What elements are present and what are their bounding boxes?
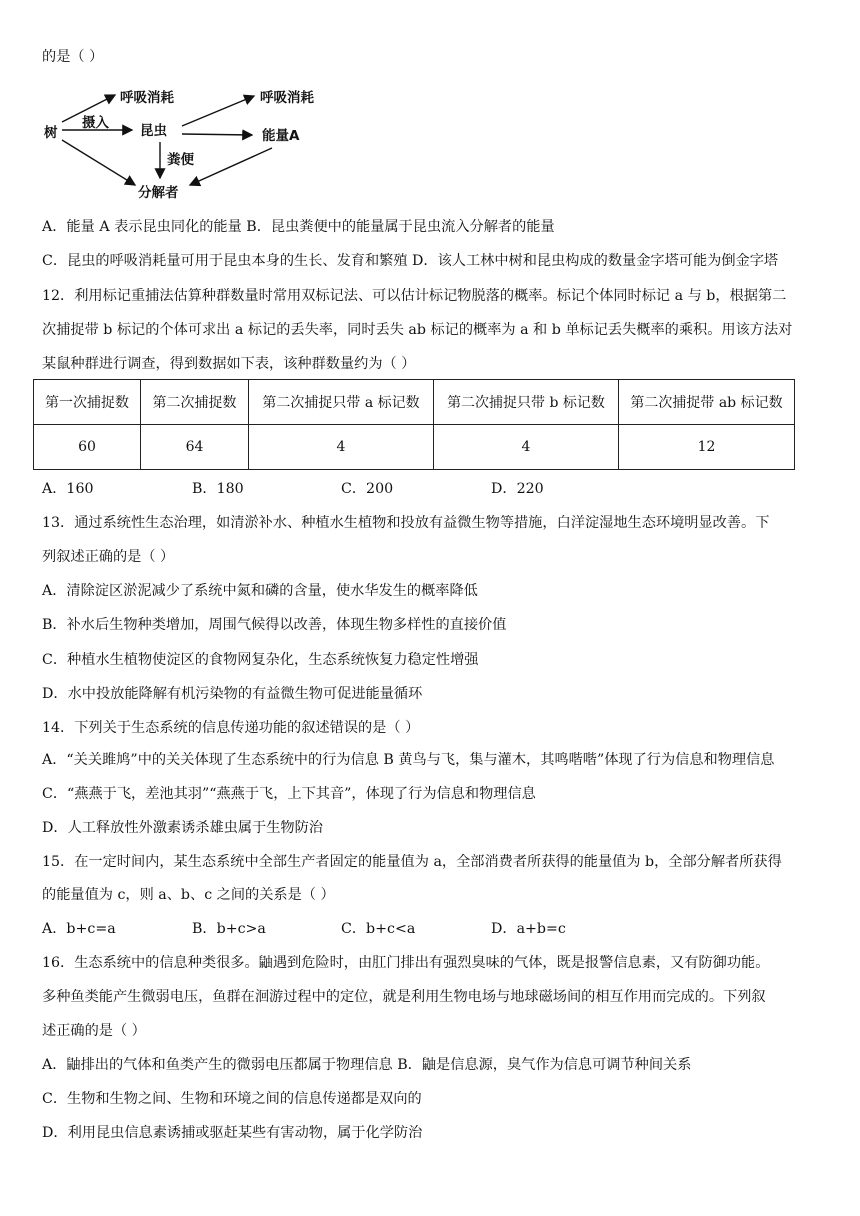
q16-stem-line1: 16．生态系统中的信息种类很多。鼬遇到危险时，由肛门排出有强烈臭味的气体，既是报警信息素，又有防御功能。 xyxy=(42,955,770,971)
q15-option-b: B．b+c>a xyxy=(192,921,266,937)
q12-stem-line3: 某鼠种群进行调查，得到数据如下表，该种群数量约为（ ） xyxy=(42,356,416,372)
table-cell: 60 xyxy=(34,425,141,470)
table-header-cell: 第二次捕捉数 xyxy=(141,380,249,425)
table-header-row xyxy=(34,380,795,425)
table-cell: 64 xyxy=(141,425,249,470)
q11-options-cd: C．昆虫的呼吸消耗量可用于昆虫本身的生长、发育和繁殖 D．该人工林中树和昆虫构成的数量金字塔可能为倒金字塔 xyxy=(42,253,779,269)
table-cell: 4 xyxy=(434,425,619,470)
node-insect: 昆虫 xyxy=(140,123,167,139)
q12-option-a: A．160 xyxy=(42,481,94,497)
q16-stem-line2: 多种鱼类能产生微弱电压，鱼群在洄游过程中的定位，就是利用生物电场与地球磁场间的相互作用而完成的。下列叙 xyxy=(42,989,766,1005)
arrow-insect-respiration xyxy=(182,96,254,126)
node-decomposer: 分解者 xyxy=(138,185,179,201)
q16-option-c: C．生物和生物之间、生物和环境之间的信息传递都是双向的 xyxy=(42,1091,422,1107)
q12-option-b: B．180 xyxy=(192,481,244,497)
q14-option-d: D．人工释放性外激素诱杀雄虫属于生物防治 xyxy=(42,820,323,836)
table-header-cell: 第二次捕捉只带 a 标记数 xyxy=(249,380,434,425)
q15-option-a: A．b+c=a xyxy=(42,921,116,937)
q14-options-ab: A．“关关雎鸠”中的关关体现了生态系统中的行为信息 B 黄鸟与飞，集与灌木，其鸣喈喈”体现了行为信息和物理信息 xyxy=(42,752,775,768)
q12-stem-line1: 12．利用标记重捕法估算种群数量时常用双标记法、可以估计标记物脱落的概率。标记个体同时标记 a 与 b，根据第二 xyxy=(42,288,787,304)
q11-options-ab: A．能量 A 表示昆虫同化的能量 B．昆虫粪便中的能量属于昆虫流入分解者的能量 xyxy=(42,219,555,235)
arrow-energy-decomposer xyxy=(190,148,272,185)
q15-stem-line2: 的能量值为 c，则 a、b、c 之间的关系是（ ） xyxy=(42,887,335,903)
table-cell: 12 xyxy=(619,425,795,470)
q13-option-b: B．补水后生物种类增加，周围气候得以改善，体现生物多样性的直接价值 xyxy=(42,617,507,633)
data-table xyxy=(33,379,795,470)
q14-stem: 14．下列关于生态系统的信息传递功能的叙述错误的是（ ） xyxy=(42,720,420,736)
table-header-cell: 第一次捕捉数 xyxy=(34,380,141,425)
table-header-cell: 第二次捕捉只带 b 标记数 xyxy=(434,380,619,425)
node-respiration-left: 呼吸消耗 xyxy=(120,90,174,106)
q13-stem-line2: 列叙述正确的是（ ） xyxy=(42,549,175,565)
q13-option-a: A．清除淀区淤泥减少了系统中氮和磷的含量，使水华发生的概率降低 xyxy=(42,583,478,599)
q15-option-c: C．b+c<a xyxy=(341,921,416,937)
arrow-insect-energy xyxy=(182,134,252,135)
q15-option-d: D．a+b=c xyxy=(491,921,566,937)
table-row xyxy=(34,425,795,470)
q12-stem-line2: 次捕捉带 b 标记的个体可求出 a 标记的丢失率，同时丢失 ab 标记的概率为 a 和 b 单标记丢失概率的乘积。用该方法对 xyxy=(42,322,793,338)
q12-option-c: C．200 xyxy=(341,481,394,497)
energy-flow-diagram xyxy=(40,82,340,204)
arrow-tree-decomposer xyxy=(62,140,135,185)
q14-option-c: C．“燕燕于飞，差池其羽”“燕燕于飞，上下其音”，体现了行为信息和物理信息 xyxy=(42,786,536,802)
q13-stem-line1: 13．通过系统性生态治理，如清淤补水、种植水生植物和投放有益微生物等措施，白洋淀湿地生态环境明显改善。下 xyxy=(42,515,770,531)
q13-option-c: C．种植水生植物使淀区的食物网复杂化，生态系统恢复力稳定性增强 xyxy=(42,652,479,668)
table-cell: 4 xyxy=(249,425,434,470)
node-tree: 树 xyxy=(44,125,58,141)
table-header-cell: 第二次捕捉带 ab 标记数 xyxy=(619,380,795,425)
label-feces: 粪便 xyxy=(167,152,194,168)
q15-stem-line1: 15．在一定时间内，某生态系统中全部生产者固定的能量值为 a，全部消费者所获得的能量值为 b，全部分解者所获得 xyxy=(42,854,782,870)
q16-stem-line3: 述正确的是（ ） xyxy=(42,1023,146,1039)
node-respiration-right: 呼吸消耗 xyxy=(260,90,314,106)
q13-option-d: D．水中投放能降解有机污染物的有益微生物可促进能量循环 xyxy=(42,686,423,702)
q16-option-d: D．利用昆虫信息素诱捕或驱赶某些有害动物，属于化学防治 xyxy=(42,1125,423,1141)
label-intake: 摄入 xyxy=(82,115,109,131)
node-energy-a: 能量A xyxy=(262,128,300,144)
q12-option-d: D．220 xyxy=(491,481,544,497)
q16-options-ab: A．鼬排出的气体和鱼类产生的微弱电压都属于物理信息 B．鼬是信息源，臭气作为信息可调节种间关系 xyxy=(42,1057,692,1073)
question-tail-line: 的是（ ） xyxy=(42,49,104,65)
